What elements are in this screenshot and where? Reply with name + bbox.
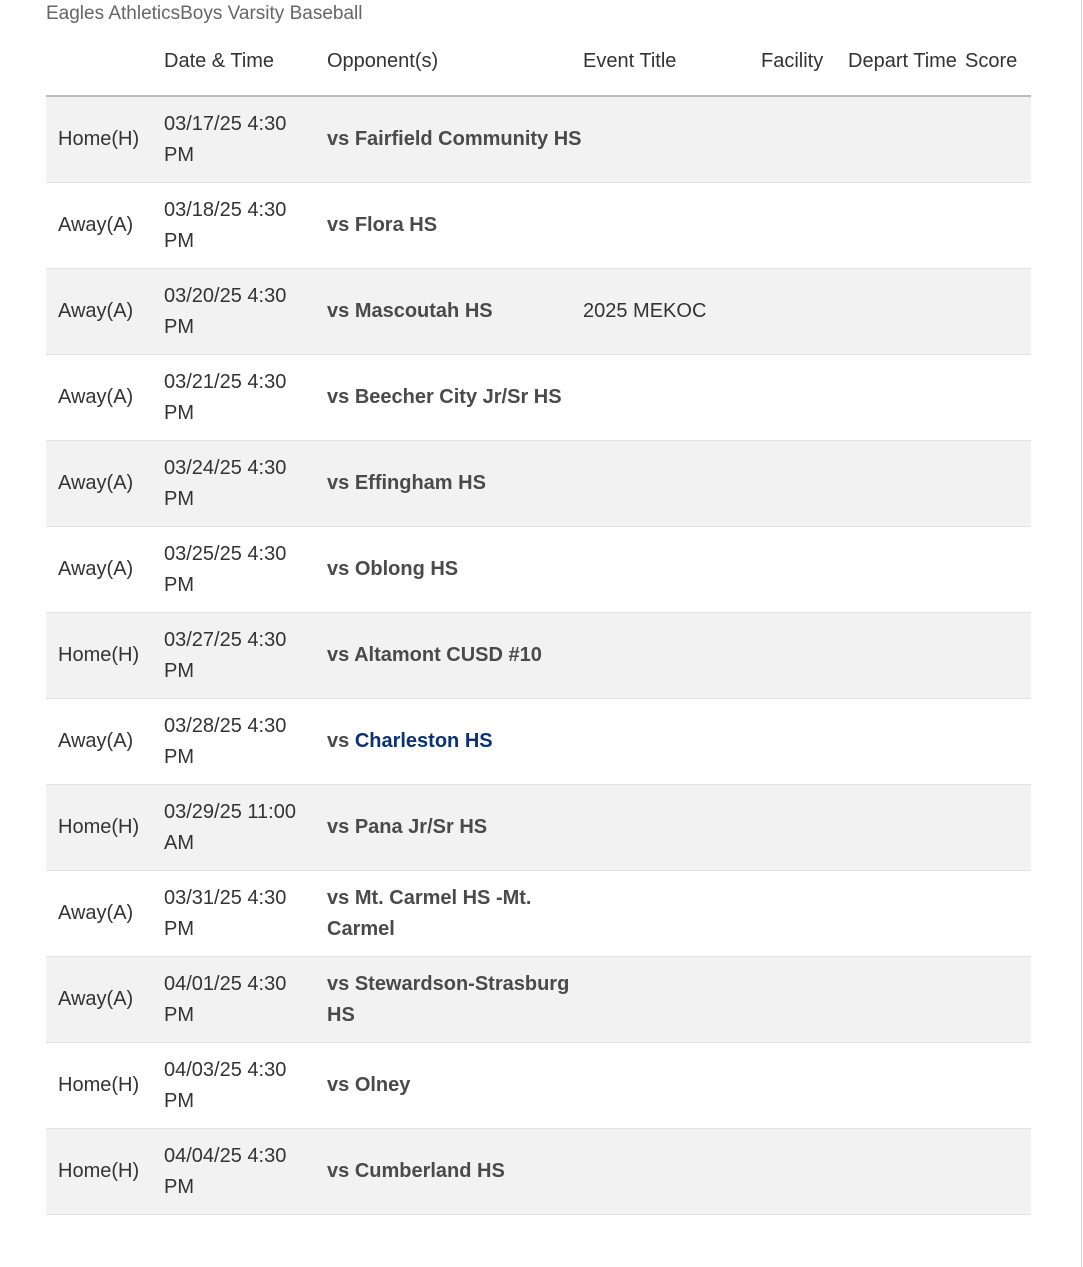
opponent-cell [327,957,583,1043]
opponent-vs-label: vs [327,886,350,909]
home-away-cell: Away(A) [46,527,164,613]
event-title-cell [583,441,761,527]
date-time-cell: 03/21/25 4:30 PM [164,355,327,441]
opponent-vs-label: vs [327,730,350,752]
score-cell [965,96,1031,183]
score-cell [965,699,1031,785]
date-time-cell: 03/27/25 4:30 PM [164,613,327,699]
home-away-cell: Away(A) [46,871,164,957]
depart-time-cell [848,441,965,527]
opponent-name: Mascoutah HS [354,300,493,322]
facility-cell [761,613,848,699]
opponent-name: Effingham HS [354,472,486,494]
table-row [46,355,1031,441]
page-right-border [1081,0,1082,1267]
depart-time-cell [848,957,965,1043]
table-row [46,441,1031,527]
event-title-cell: 2025 MEKOC [583,269,761,355]
opponent-cell [327,355,583,441]
home-away-cell: Home(H) [46,96,164,183]
depart-time-cell [848,183,965,269]
col-header-opponent: Opponent(s) [327,46,583,96]
home-away-cell: Away(A) [46,441,164,527]
opponent-name: Stewardson-Strasburg HS [327,972,570,1026]
facility-cell [761,1129,848,1215]
opponent-cell [327,441,583,527]
opponent-vs-label: vs [327,386,350,408]
date-time-cell: 03/31/25 4:30 PM [164,871,327,957]
facility-cell [761,96,848,183]
opponent-name: Olney [354,1074,411,1096]
opponent-link[interactable]: Charleston HS [354,730,493,752]
opponent-vs-label: vs [327,816,350,838]
facility-cell [761,527,848,613]
facility-cell [761,957,848,1043]
table-row [46,1129,1031,1215]
date-time-cell: 03/18/25 4:30 PM [164,183,327,269]
table-row [46,1043,1031,1129]
score-cell [965,527,1031,613]
facility-cell [761,355,848,441]
facility-cell [761,699,848,785]
opponent-name: Flora HS [354,214,438,236]
opponent-vs-label: vs [327,972,350,995]
opponent-cell [327,183,583,269]
depart-time-cell [848,1043,965,1129]
event-title-cell [583,527,761,613]
facility-cell [761,183,848,269]
table-row [46,699,1031,785]
event-title-cell [583,957,761,1043]
date-time-cell: 03/25/25 4:30 PM [164,527,327,613]
table-row [46,96,1031,183]
score-cell [965,957,1031,1043]
opponent-name: Pana Jr/Sr HS [354,816,488,838]
table-row [46,183,1031,269]
col-header-facility: Facility [761,46,848,96]
opponent-vs-label: vs [327,472,350,494]
table-row [46,527,1031,613]
opponent-cell [327,613,583,699]
score-cell [965,183,1031,269]
home-away-cell: Away(A) [46,355,164,441]
opponent-vs-label: vs [327,644,350,666]
home-away-cell: Away(A) [46,183,164,269]
event-title-cell [583,183,761,269]
facility-cell [761,785,848,871]
table-row [46,871,1031,957]
home-away-cell: Home(H) [46,785,164,871]
depart-time-cell [848,785,965,871]
depart-time-cell [848,269,965,355]
opponent-cell [327,269,583,355]
event-title-cell [583,785,761,871]
facility-cell [761,441,848,527]
date-time-cell: 04/01/25 4:30 PM [164,957,327,1043]
score-cell [965,613,1031,699]
depart-time-cell [848,699,965,785]
score-cell [965,269,1031,355]
score-cell [965,1043,1031,1129]
table-row [46,957,1031,1043]
date-time-cell: 04/04/25 4:30 PM [164,1129,327,1215]
depart-time-cell [848,1129,965,1215]
opponent-cell [327,871,583,957]
col-header-date: Date & Time [164,46,327,96]
facility-cell [761,269,848,355]
opponent-name: Fairfield Community HS [354,128,582,150]
home-away-cell: Home(H) [46,613,164,699]
opponent-name: Mt. Carmel HS -Mt. Carmel [327,886,532,940]
opponent-cell [327,785,583,871]
col-header-event: Event Title [583,46,761,96]
opponent-name: Beecher City Jr/Sr HS [354,386,562,408]
table-row [46,785,1031,871]
table-row [46,269,1031,355]
event-title-cell [583,355,761,441]
opponent-vs-label: vs [327,1160,350,1182]
opponent-vs-label: vs [327,558,350,580]
score-cell [965,441,1031,527]
date-time-cell: 04/03/25 4:30 PM [164,1043,327,1129]
opponent-cell [327,1043,583,1129]
event-title-cell [583,1129,761,1215]
page-title: Eagles AthleticsBoys Varsity Baseball [46,3,363,24]
opponent-name: Cumberland HS [354,1160,505,1182]
event-title-cell [583,1043,761,1129]
depart-time-cell [848,527,965,613]
date-time-cell: 03/20/25 4:30 PM [164,269,327,355]
date-time-cell: 03/17/25 4:30 PM [164,96,327,183]
depart-time-cell [848,355,965,441]
depart-time-cell [848,871,965,957]
opponent-cell [327,1129,583,1215]
event-title-cell [583,871,761,957]
opponent-vs-label: vs [327,128,350,150]
score-cell [965,355,1031,441]
col-header-score: Score [965,46,1031,96]
opponent-cell [327,527,583,613]
event-title-cell [583,699,761,785]
date-time-cell: 03/28/25 4:30 PM [164,699,327,785]
home-away-cell: Away(A) [46,957,164,1043]
opponent-vs-label: vs [327,1074,350,1096]
table-header-row [46,46,1031,96]
score-cell [965,1129,1031,1215]
depart-time-cell [848,96,965,183]
col-header-type [46,46,164,96]
opponent-cell [327,699,583,785]
home-away-cell: Home(H) [46,1043,164,1129]
score-cell [965,785,1031,871]
col-header-depart: Depart Time [848,46,965,96]
score-cell [965,871,1031,957]
date-time-cell: 03/29/25 11:00 AM [164,785,327,871]
home-away-cell: Away(A) [46,699,164,785]
schedule-table [46,46,1031,1215]
date-time-cell: 03/24/25 4:30 PM [164,441,327,527]
opponent-vs-label: vs [327,214,350,236]
opponent-vs-label: vs [327,300,350,322]
opponent-name: Altamont CUSD #10 [354,644,542,666]
opponent-cell [327,96,583,183]
facility-cell [761,1043,848,1129]
event-title-cell [583,613,761,699]
home-away-cell: Home(H) [46,1129,164,1215]
event-title-cell [583,96,761,183]
table-row [46,613,1031,699]
opponent-name: Oblong HS [354,558,459,580]
facility-cell [761,871,848,957]
home-away-cell: Away(A) [46,269,164,355]
depart-time-cell [848,613,965,699]
